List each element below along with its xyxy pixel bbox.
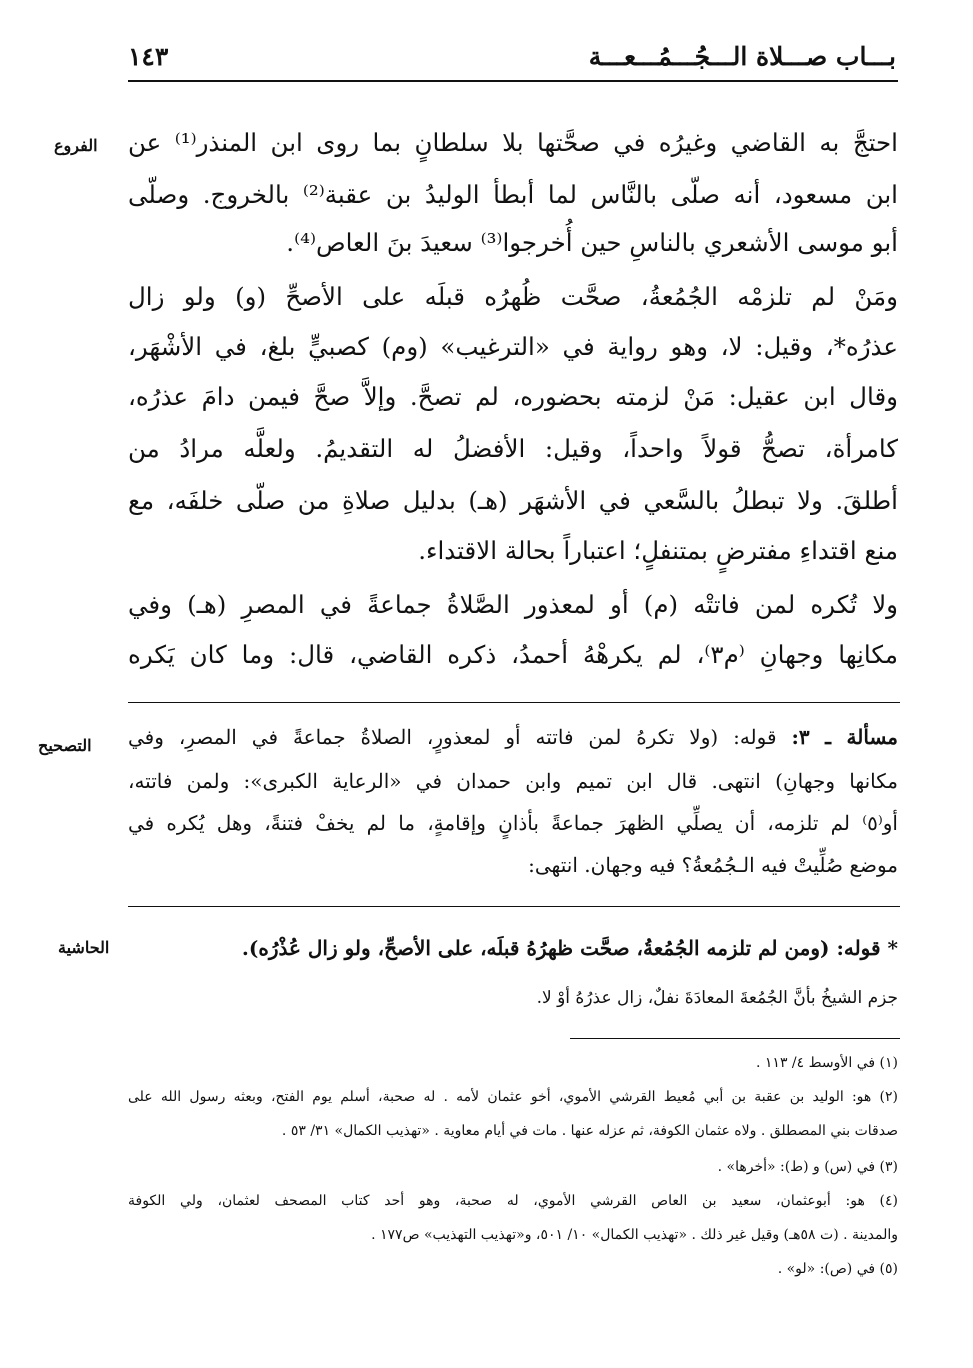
tashih-line-1 <box>128 716 898 758</box>
running-title: بـــاب صـــلاة الـــجُـــمُـــعـــة <box>588 42 896 71</box>
main-line-9: منع اقتداءِ مفترضٍ بمتنفلٍ؛ اعتباراً بحالة الاقتداء. <box>418 536 898 565</box>
hashiya-answer: جزم الشيخُ بأنَّ الجُمُعةَ المعادَةَ نفلٌ، زال عذرُهُ أوْ لا. <box>536 988 898 1008</box>
tashih-line-4: موضع صُلِّيتْ فيه الـجُمُعةُ؟ فيه وجهان. انتهى: <box>528 853 898 877</box>
section-rule <box>128 702 900 703</box>
main-line-7: كامرأة، تصحُّ قولاً واحداً، وقيل: الأفضلُ له التقديمُ. ولعلَّه مرادُ من <box>128 434 898 463</box>
tashih-line-3: أو⁽٥⁾ لم تلزمه، أن يصلِّي الظهرَ جماعةً بأذانٍ وإقامةٍ، ما لم يخفْ فتنةً، وهل يُكره في <box>128 811 898 835</box>
footnote-2: (٢) هو: الوليد بن عقبة بن أبي مُعيط القرشي الأموي، أخو عثمان لأمه . له صحبة، أسلم يوم الفتح، وبعثه رسول الله على <box>128 1089 898 1105</box>
hashiya-question: * قوله: (ومن لم تلزمه الجُمُعةُ، صحَّت ظهرُهُ قبلَه، على الأصحِّ، ولو زال عُذْرُه). <box>241 936 898 960</box>
page-header <box>128 38 896 78</box>
footnote-5: (٥) في (ص): «لو» . <box>777 1261 898 1277</box>
main-line-10: ولا تُكره لمن فاتتْه (م) أو لمعذور الصَّلاةُ جماعةً في المصرِ (هـ) وفي <box>128 590 898 619</box>
footnote-rule <box>570 1038 900 1039</box>
main-line-11: مكانِها وجهانِ ⁽م٣⁾، لم يكرهْهُ أحمدُ، ذكره القاضي، قال: وما كان يَكره <box>128 640 898 669</box>
main-line-8: أطلقَ. ولا تبطلُ بالسَّعي في الأشهَر (هـ) بدليل صلاةِ من صلّى خلفَه، مع <box>128 486 898 515</box>
page-number: ١٤٣ <box>128 42 169 71</box>
tashih-line-2: مكانها وجهانِ) انتهى. قال ابن تميم وابن حمدان في «الرعاية الكبرى»: ولمن فاتته، <box>128 769 898 793</box>
header-rule <box>128 80 898 82</box>
margin-label-furu: الفروع <box>54 136 98 155</box>
footnote-3: (٣) في (س) و (ط): «أخرها» . <box>717 1159 898 1175</box>
masala-number: مسألة ـ ٣: <box>791 725 898 749</box>
main-line-4: ومَنْ لم تلزمْه الجُمُعةُ، صحَّت ظُهرُه قبلَه على الأصحِّ (و) ولو زال <box>128 282 898 311</box>
main-line-3: أبو موسى الأشعري بالناسِ حين أُخرجوا⁽³⁾ سعيدَ بنَ العاص⁽⁴⁾. <box>286 228 898 257</box>
main-line-6: وقال ابن عقيل: مَنْ لزمته بحضوره، لم تصحَّ. وإلاَّ صحَّ فيمن دامَ عذرُه، <box>128 382 898 411</box>
tashih-line-1-text: قوله: (ولا تكرهُ لمن فاتته أو لمعذورٍ، الصلاةُ جماعةً في المصرِ، وفي <box>128 725 777 749</box>
footnote-4: (٤) هو: أبوعثمان، سعيد بن العاص القرشي الأموي، له صحبة، وهو أحد كتاب المصحف لعثمان، ولي الكوفة <box>128 1193 898 1209</box>
footnote-2-cont: صدقات بني المصطلق . ولاه عثمان الكوفة، ثم عزله عنها . مات في أيام معاوية . «تهذيب الكمال» ٣١/ ٥٣ . <box>281 1123 898 1139</box>
section-rule <box>128 906 900 907</box>
main-line-1: احتجَّ به القاضي وغيرُه في صحَّتها بلا سلطانٍ بما روى ابن المنذر⁽¹⁾ عن <box>128 128 898 157</box>
main-line-2: ابن مسعود، أنه صلّى بالنَّاس لما أبطأ الوليدُ بن عقبة⁽²⁾ بالخروج. وصلّى <box>128 180 898 209</box>
main-line-5: عذرُه*، وقيل: لا، وهو رواية في «الترغيب» (وم) كصبيٍّ بلغ، في الأشْهَر، <box>128 332 898 361</box>
footnote-4-cont: والمدينة . (ت ٥٨هـ) وقيل غير ذلك . «تهذيب الكمال» ١٠/ ٥٠١، و«تهذيب التهذيب» ص١٧٧ . <box>371 1227 898 1243</box>
footnote-1: (١) في الأوسط ٤/ ١١٣ . <box>756 1055 898 1071</box>
margin-label-tashih: التصحيح <box>38 736 92 755</box>
margin-label-hashiya: الحاشية <box>58 938 110 957</box>
